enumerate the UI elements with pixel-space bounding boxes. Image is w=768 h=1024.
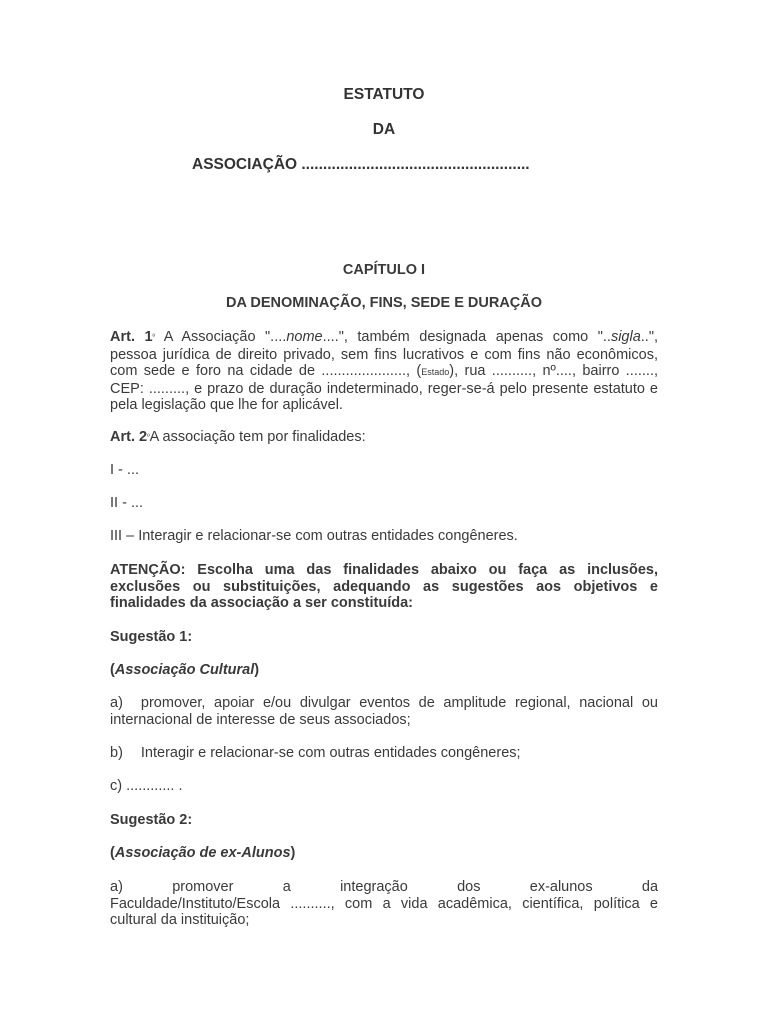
sugestao-2-item-a-rest: Faculdade/Instituto/Escola .........., com a vida acadêmica, científica, política e cultural da instituição; xyxy=(110,895,658,929)
doc-title-line2: DA xyxy=(372,121,396,138)
article-2 xyxy=(110,429,658,447)
sugestao-1-item-a-label: a) xyxy=(110,695,123,711)
item-ii: II - ... xyxy=(110,495,144,511)
sugestao-2-item-a-label: a) xyxy=(110,879,123,895)
chapter-subtitle: DA DENOMINAÇÃO, FINS, SEDE E DURAÇÃO xyxy=(225,295,543,311)
article-2-text: A associação tem por finalidades: xyxy=(149,429,366,445)
article-2-ordinal: º xyxy=(147,434,150,441)
article-2-label: Art. 2 xyxy=(110,429,148,445)
sugestao-1-item-a-text: promover, apoiar e/ou divulgar eventos de amplitude regional, nacional ou internacional de interesse de seus associados; xyxy=(110,695,658,728)
word: a xyxy=(282,879,291,895)
article-1-text-c: ..", pessoa jurídica de direito privado, sem fins lucrativos e com fins não econômicos, com sede e foro na cidade de ....................., ( xyxy=(110,329,658,380)
atencao-note xyxy=(110,562,658,612)
article-1-text-a: A Associação ".... xyxy=(155,329,287,345)
doc-title-line3: ASSOCIAÇÃO ..................................................... xyxy=(192,156,530,173)
doc-title-line1: ESTATUTO xyxy=(343,86,425,103)
sugestao-1-item-b-label: b) xyxy=(110,745,123,761)
article-1 xyxy=(110,329,658,414)
word: integração xyxy=(340,879,408,895)
atencao-label: ATENÇÃO: xyxy=(110,562,186,578)
article-1-nome: nome xyxy=(286,329,323,345)
sugestao-1-type-label: Associação Cultural xyxy=(114,662,255,678)
article-1-ordinal: º xyxy=(152,334,156,341)
sugestao-2-type-label: Associação de ex-Alunos xyxy=(114,845,291,861)
sugestao-1-item-a xyxy=(110,695,658,728)
item-iii: III – Interagir e relacionar-se com outras entidades congêneres. xyxy=(110,528,518,544)
article-1-estado: Estado xyxy=(421,367,450,378)
word: promover xyxy=(172,879,234,895)
sugestao-2-item-a xyxy=(110,879,658,929)
article-1-text-b: ....", também designada apenas como ".. xyxy=(322,329,611,345)
sugestao-1-type: (Associação Cultural) xyxy=(110,662,260,678)
sugestao-2-item-a-first-line xyxy=(110,879,658,896)
sugestao-1-item-b xyxy=(110,745,658,762)
atencao-text: Escolha uma das finalidades abaixo ou faça as inclusões, exclusões ou substituições, adequando as sugestões aos objetivos e finalidades da associação a ser constituída: xyxy=(110,562,658,612)
article-1-sigla: sigla xyxy=(610,329,641,345)
article-1-label: Art. 1 xyxy=(110,329,153,345)
sugestao-1-item-b-text: Interagir e relacionar-se com outras entidades congêneres; xyxy=(140,745,521,761)
word: ex-alunos xyxy=(529,879,593,895)
sugestao-1-heading: Sugestão 1: xyxy=(110,629,193,645)
sugestao-2-type: (Associação de ex-Alunos) xyxy=(110,845,296,861)
chapter-heading: CAPÍTULO I xyxy=(342,262,426,278)
word: dos xyxy=(457,879,481,895)
sugestao-1-item-c: c) ............ . xyxy=(110,778,183,794)
sugestao-2-heading: Sugestão 2: xyxy=(110,812,193,828)
item-i: I - ... xyxy=(110,462,139,478)
word: da xyxy=(641,879,659,895)
article-1-text-d: ), rua .........., nº...., bairro ......., CEP: ........., e prazo de duração indeterminado, reger-se-á pelo presente estatuto e pela legislação que lhe for aplicável. xyxy=(110,363,659,414)
